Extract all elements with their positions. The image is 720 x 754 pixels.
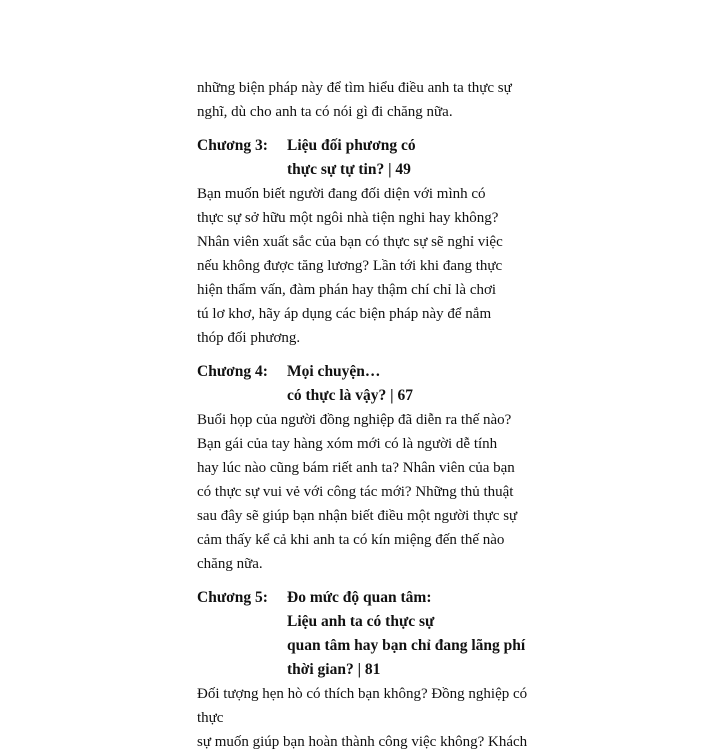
chapter-5-label: Chương 5: — [197, 589, 268, 606]
chapter-5 — [197, 586, 542, 754]
chapter-4-title-wrap — [287, 360, 542, 408]
chapter-5-page-ref: | 81 — [357, 661, 381, 678]
chapter-3-title-wrap — [287, 134, 542, 182]
chapter-5-heading — [197, 586, 542, 682]
chapter-3-label: Chương 3: — [197, 137, 268, 154]
chapter-3 — [197, 134, 542, 350]
intro-paragraph: những biện pháp này để tìm hiểu điều anh ta thực sự nghĩ, dù cho anh ta có nói gì đi chăng nữa. — [197, 80, 512, 120]
chapter-5-title: Đo mức độ quan tâm: Liệu anh ta có thực sự quan tâm hay bạn chỉ đang lãng phí thời gian? — [287, 589, 526, 678]
chapter-3-heading — [197, 134, 542, 182]
chapter-4-heading — [197, 360, 542, 408]
chapter-3-page-ref: | 49 — [388, 161, 411, 178]
page-text-block — [197, 76, 542, 754]
chapter-4 — [197, 360, 542, 576]
chapter-4-title: Mọi chuyện… có thực là vậy? — [287, 363, 387, 404]
chapter-4-label: Chương 4: — [197, 363, 268, 380]
chapter-5-title-wrap — [287, 586, 542, 682]
chapter-5-description: Đối tượng hẹn hò có thích bạn không? Đồng nghiệp có thực sự muốn giúp bạn hoàn thành công việc không? Khách — [197, 686, 528, 750]
chapter-4-description: Buổi họp của người đồng nghiệp đã diễn ra thế nào? Bạn gái của tay hàng xóm mới có là người dễ tính hay lúc nào cũng bám riết anh ta? Nhân viên của bạn có thực sự vui vẻ với công tác mới? Những thủ thuật sau đây sẽ giúp bạn nhận biết điều một người thực sự cảm thấy kể cả khi anh ta có kín miệng đến thế nào chăng nữa. — [197, 412, 518, 572]
chapter-3-description: Bạn muốn biết người đang đối diện với mình có thực sự sở hữu một ngôi nhà tiện nghi hay không? Nhân viên xuất sắc của bạn có thực sự sẽ nghỉ việc nếu không được tăng lương? Lần tới khi đang thực hiện thẩm vấn, đàm phán hay thậm chí chỉ là chơi tú lơ khơ, hãy áp dụng các biện pháp này để nắm thóp đối phương. — [197, 186, 503, 346]
chapter-3-title: Liệu đối phương có thực sự tự tin? — [287, 137, 416, 178]
chapter-4-page-ref: | 67 — [390, 387, 413, 404]
